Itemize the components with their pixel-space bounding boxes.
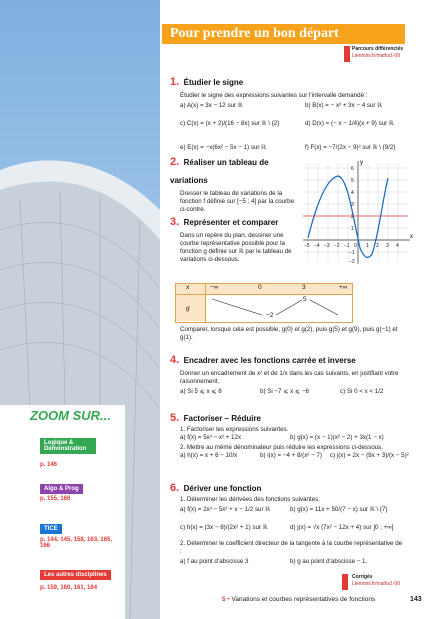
section-5 xyxy=(170,408,415,468)
section-2 xyxy=(170,152,295,214)
tick-y-7: −1 xyxy=(349,250,355,256)
s6-q1c: c) h(x) = (3x − 8)/(2x² + 1) sur ℝ xyxy=(180,524,268,531)
section-6-title: Dériver une fonction xyxy=(183,484,262,493)
footer-text: Variations et courbes représentatives de fonctions xyxy=(231,596,376,603)
vt-x-2: 3 xyxy=(302,284,306,291)
s6-q1: 1. Déterminer les dérivées des fonctions suivantes. xyxy=(180,496,320,503)
page-link-algo[interactable]: p. 155, 166 xyxy=(40,496,71,502)
tick-y-8: −2 xyxy=(349,259,355,265)
tick-y-4: 3 xyxy=(351,202,354,208)
vt-x-1: 0 xyxy=(258,284,262,291)
s4-item-c: c) Si 0 < x < 1/2 xyxy=(340,388,384,395)
s4-item-b: b) Si −7 ⩽ x ⩽ −6 xyxy=(260,388,309,395)
parcours-title: Parcours différenciés xyxy=(352,46,404,52)
section-2-text: Dresser le tableau de variations de la fonction f définie sur [−5 ; 4] par la courbe ci-contre. xyxy=(180,190,295,213)
tag-tice[interactable] xyxy=(40,524,62,534)
graph-x-label: x xyxy=(410,234,413,240)
section-4 xyxy=(170,350,415,400)
s6-q1d: d) j(x) = √x (7x² − 12x + 4) sur ]0 ; +∞[ xyxy=(290,524,394,531)
tag-disciplines[interactable] xyxy=(40,570,111,580)
tag-algo-label: Algo & Prog xyxy=(44,486,79,492)
s1-item-e: e) E(x) = −x(6x² − 5x − 1) sur ℝ xyxy=(180,144,267,151)
tick-y-6: 1 xyxy=(351,226,354,232)
s5-q1a: a) f(x) = 5x³ − x² + 12x xyxy=(180,434,242,441)
vt-x-0: −∞ xyxy=(210,284,219,291)
corriges-badge xyxy=(342,574,348,590)
function-graph xyxy=(298,158,420,268)
s4-item-a: a) Si 5 ⩽ x ⩽ 8 xyxy=(180,388,222,395)
exo-badge xyxy=(344,46,350,62)
section-6 xyxy=(170,478,415,566)
tick-x-10: 4 xyxy=(396,243,399,249)
section-5-title: Factoriser – Réduire xyxy=(183,414,262,423)
tick-x-9: 3 xyxy=(386,243,389,249)
tick-y-2: 5 xyxy=(351,178,354,184)
s1-item-a: a) A(x) = 3x − 12 sur ℝ xyxy=(180,102,243,109)
parcours-link[interactable]: Lienmini.fr/maths1-09 xyxy=(352,53,401,59)
s5-q1b: b) g(x) = (x − 1)(x² − 2) + 3x(1 − x) xyxy=(290,434,384,441)
s5-q1: 1. Factoriser les expressions suivantes. xyxy=(180,426,289,433)
tick-x-2: −4 xyxy=(314,243,320,249)
s6-q2a: a) f au point d’abscisse 3 xyxy=(180,558,249,565)
corriges-link[interactable]: Lienmini.fr/maths1-00 xyxy=(352,581,401,587)
section-4-title: Encadrer avec les fonctions carrée et inverse xyxy=(183,356,356,365)
section-3 xyxy=(170,212,295,264)
section-5-num: 5. xyxy=(170,412,180,424)
s1-item-d: d) D(x) = (− x − 1/4)(x + 9) sur ℝ xyxy=(305,120,394,127)
s5-q2c: c) j(x) = 2x − (9x + 3)/(x − 5)² xyxy=(330,452,409,459)
section-4-text: Donner un encadrement de x² et de 1/x dans les cas suivants, en justifiant votre raisonnement. xyxy=(180,370,399,385)
vt-g-label: g xyxy=(186,305,190,312)
var-arrows xyxy=(206,295,352,321)
graph-y-label: y xyxy=(360,160,363,166)
section-3-after: Comparer, lorsque cela est possible, g(0) et g(2), puis g(5) et g(9), puis g(−1) et g(1). xyxy=(180,326,398,341)
tag-logique-label: Logique & Démonstration xyxy=(44,440,87,452)
section-1 xyxy=(170,72,410,162)
tick-y-1: 6 xyxy=(351,166,354,172)
section-2-title: Réaliser un tableau de variations xyxy=(170,158,269,185)
tick-x-1: −5 xyxy=(304,243,310,249)
s1-item-b: b) B(x) = − x² + 3x − 4 sur ℝ xyxy=(305,102,383,109)
s6-q1b: b) g(x) = 11x + 50/(7 − x) sur ℝ \ {7} xyxy=(290,506,388,513)
zoom-title: ZOOM SUR... xyxy=(30,408,111,423)
tick-y-3: 4 xyxy=(351,190,354,196)
s1-item-c: c) C(x) = (x + 2)/(16 − 8x) sur ℝ \ {2} xyxy=(180,120,280,127)
tag-disciplines-label: Les autres disciplines xyxy=(44,572,107,578)
corriges-box[interactable] xyxy=(352,574,400,588)
section-3-title: Représenter et comparer xyxy=(183,218,279,227)
tag-algo[interactable] xyxy=(40,484,83,494)
vt-x-3: +∞ xyxy=(339,284,348,291)
section-1-num: 1. xyxy=(170,76,180,88)
s5-q2: 2. Mettre au même dénominateur puis réduire les expressions ci-dessous. xyxy=(180,444,383,451)
s6-q1a: a) f(x) = 2x³ − 5x² + x − 1/2 sur ℝ xyxy=(180,506,271,513)
section-1-intro: Étudier le signe des expressions suivantes sur l’intervalle demandé : xyxy=(180,92,368,99)
tick-x-3: −3 xyxy=(324,243,330,249)
tick-x-4: −2 xyxy=(334,243,340,249)
tick-x-8: 2 xyxy=(376,243,379,249)
section-1-title: Étudier le signe xyxy=(183,78,244,87)
section-2-num: 2. xyxy=(170,156,180,168)
tick-x-6: 0 xyxy=(354,243,357,249)
s1-item-f: f) F(x) = −7/(2x − 9)² sur ℝ \ {9/2} xyxy=(305,144,396,151)
section-3-text: Dans un repère du plan, dessiner une courbe représentative possible pour la fonction g définie sur ℝ par le tableau de variations ci-dessous. xyxy=(180,232,292,263)
s6-q2: 2. Déterminer le coefficient directeur de la tangente à la courbe représentative de : xyxy=(180,540,403,555)
tag-logique[interactable] xyxy=(40,438,96,454)
page-link-logique[interactable]: p. 146 xyxy=(40,462,58,468)
vt-val-top: 5 xyxy=(303,296,307,303)
page-link-tice[interactable]: p. 144, 145, 158, 163, 165, 166 xyxy=(40,537,113,549)
vt-val-bottom: −2 xyxy=(266,312,274,319)
s5-q2a: a) h(x) = x + 6 − 10/x xyxy=(180,452,238,459)
section-6-num: 6. xyxy=(170,482,180,494)
tick-x-7: 1 xyxy=(366,243,369,249)
corriges-title: Corrigés xyxy=(352,574,373,580)
footer-chapter: 5 xyxy=(222,596,226,603)
tick-x-5: −1 xyxy=(344,243,350,249)
page-title: Pour prendre un bon départ xyxy=(170,26,339,41)
page-link-disciplines[interactable]: p. 159, 160, 161, 164 xyxy=(40,585,98,591)
parcours-box[interactable] xyxy=(352,46,403,60)
tag-tice-label: TICE xyxy=(44,526,58,532)
s6-q2b: b) g au point d’abscisse − 1. xyxy=(290,558,368,565)
section-3-num: 3. xyxy=(170,216,180,228)
page-number: 143 xyxy=(410,596,422,603)
tick-y-5: 2 xyxy=(351,214,354,220)
section-4-num: 4. xyxy=(170,354,180,366)
s5-q2b: b) i(x) = −4 + 8/(x² − 7) xyxy=(260,452,322,459)
footer: 5 • Variations et courbes représentatives de fonctions xyxy=(222,596,376,603)
vt-x-label: x xyxy=(186,284,190,291)
